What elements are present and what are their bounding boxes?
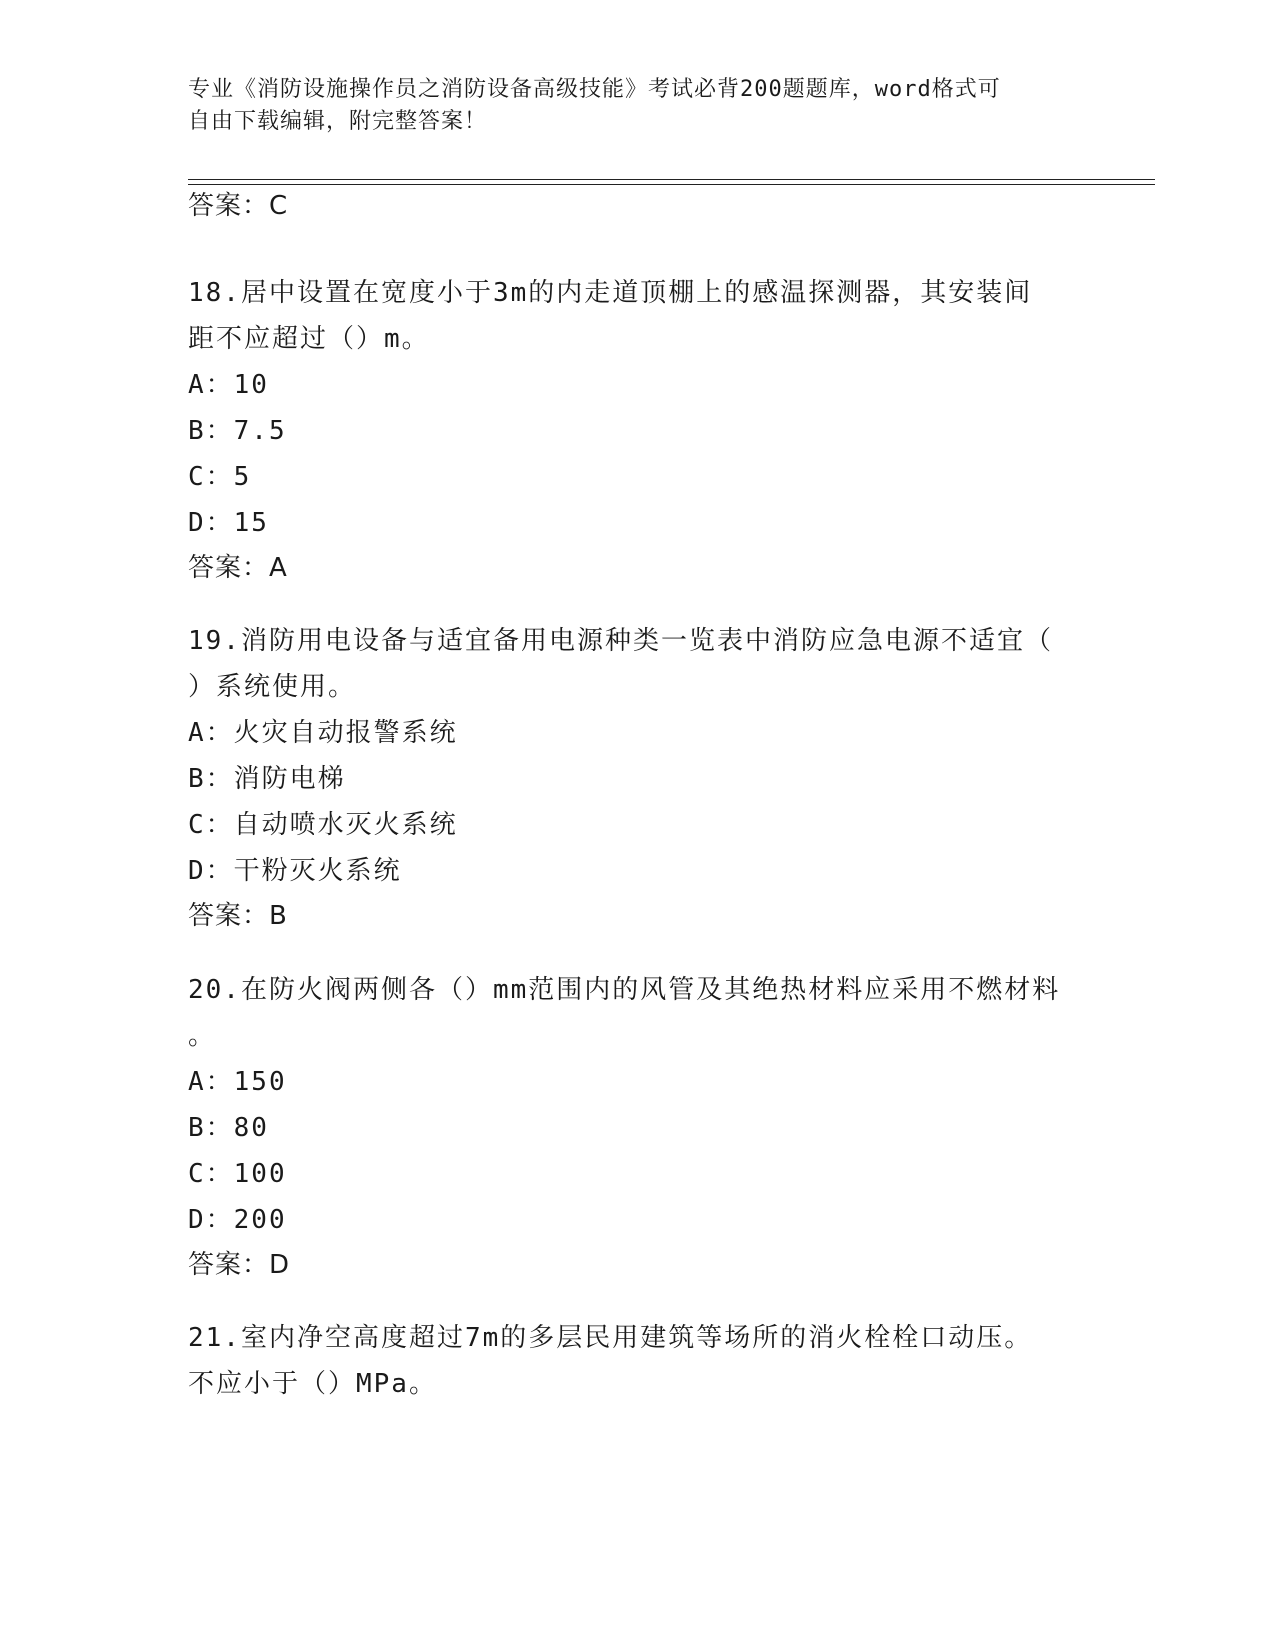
answer: 答案：A [188,553,288,583]
option-c: C：自动喷水灭火系统 [188,810,458,840]
question-text-line: 20.在防火阀两侧各（）mm范围内的风管及其绝热材料应采用不燃材料 [188,975,1061,1005]
previous-answer: 答案：C [188,191,289,221]
question-20 [188,967,1088,1283]
option-a: A：10 [188,370,269,400]
header-divider-top [188,179,1155,180]
option-a: A：150 [188,1067,287,1097]
question-text-line: 21.室内净空高度超过7m的多层民用建筑等场所的消火栓栓口动压。 [188,1323,1033,1353]
header-divider-bottom [188,184,1155,185]
question-text-line: 19.消防用电设备与适宜备用电源种类一览表中消防应急电源不适宜（ [188,626,1053,656]
option-a: A：火灾自动报警系统 [188,718,458,748]
option-d: D：干粉灭火系统 [188,856,402,886]
question-19 [188,618,1088,934]
answer: 答案：B [188,901,288,931]
document-header [188,74,1088,138]
option-c: C：100 [188,1159,287,1189]
answer: 答案：D [188,1250,291,1280]
question-text-line: 。 [188,1021,217,1051]
header-line-2: 自由下载编辑，附完整答案！ [188,109,488,134]
option-b: B：7.5 [188,416,287,446]
option-d: D：15 [188,508,269,538]
question-text-line: 距不应超过（）m。 [188,324,430,354]
option-d: D：200 [188,1205,287,1235]
question-18 [188,270,1088,586]
header-line-1: 专业《消防设施操作员之消防设备高级技能》考试必背200题题库，word格式可 [188,77,1001,102]
question-text-line: 18.居中设置在宽度小于3m的内走道顶棚上的感温探测器，其安装间 [188,278,1033,308]
option-b: B：80 [188,1113,269,1143]
question-text-line: 不应小于（）MPa。 [188,1369,437,1399]
option-b: B：消防电梯 [188,764,346,794]
question-21 [188,1315,1088,1407]
question-text-line: ）系统使用。 [188,672,357,702]
option-c: C：5 [188,462,252,492]
